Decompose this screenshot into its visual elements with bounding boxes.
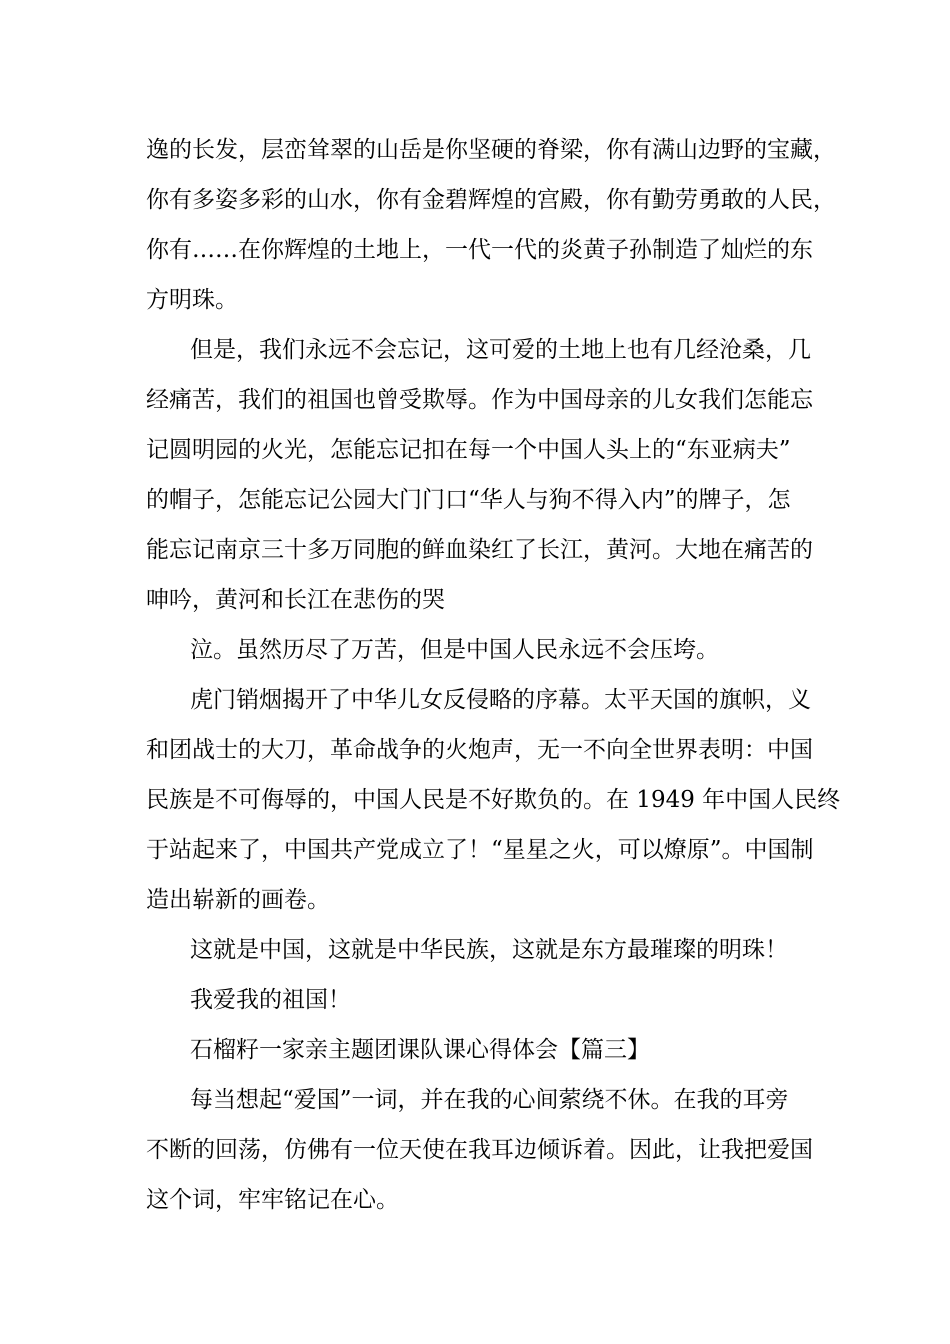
- text-line: 方明珠。: [146, 287, 238, 313]
- text-line: 于站起来了，中国共产党成立了！“星星之火，可以燎原”。中国制: [146, 837, 814, 863]
- text-line: 你有……在你辉煌的土地上，一代一代的炎黄子孙制造了灿烂的东: [146, 237, 813, 263]
- text-line: 记圆明园的火光，怎能忘记扣在每一个中国人头上的“东亚病夫”: [146, 437, 791, 463]
- paragraph-first-line: 虎门销烟揭开了中华儿女反侵略的序幕。太平天国的旗帜，义: [190, 687, 811, 713]
- paragraph-first-line: 这就是中国，这就是中华民族，这就是东方最璀璨的明珠！: [190, 937, 788, 963]
- text-line: 经痛苦，我们的祖国也曾受欺辱。作为中国母亲的儿女我们怎能忘: [146, 387, 813, 413]
- text-line: 你有多姿多彩的山水，你有金碧辉煌的宫殿，你有勤劳勇敢的人民，: [146, 187, 836, 213]
- paragraph-first-line: 但是，我们永远不会忘记，这可爱的土地上也有几经沧桑，几: [190, 337, 811, 363]
- text-line: 和团战士的大刀，革命战争的火炮声，无一不向全世界表明：中国: [146, 737, 813, 763]
- paragraph-first-line: 每当想起“爱国”一词，并在我的心间萦绕不休。在我的耳旁: [190, 1087, 789, 1113]
- text-line: 这个词，牢牢铭记在心。: [146, 1187, 399, 1213]
- text-line: 呻吟，黄河和长江在悲伤的哭: [146, 587, 445, 613]
- paragraph-first-line: 泣。虽然历尽了万苦，但是中国人民永远不会压垮。: [190, 637, 719, 663]
- text-line: 能忘记南京三十多万同胞的鲜血染红了长江，黄河。大地在痛苦的: [146, 537, 813, 563]
- paragraph-first-line: 我爱我的祖国！: [190, 987, 351, 1013]
- text-line: 造出崭新的画卷。: [146, 887, 330, 913]
- text-line: 的帽子，怎能忘记公园大门门口“华人与狗不得入内”的牌子，怎: [146, 487, 791, 513]
- text-line: 民族是不可侮辱的，中国人民是不好欺负的。在 1949 年中国人民终: [146, 787, 841, 813]
- text-line: 不断的回荡，仿佛有一位天使在我耳边倾诉着。因此，让我把爱国: [146, 1137, 813, 1163]
- section-heading: 石榴籽一家亲主题团课队课心得体会【篇三】: [190, 1037, 650, 1063]
- text-line: 逸的长发，层峦耸翠的山岳是你坚硬的脊梁，你有满山边野的宝藏，: [146, 137, 836, 163]
